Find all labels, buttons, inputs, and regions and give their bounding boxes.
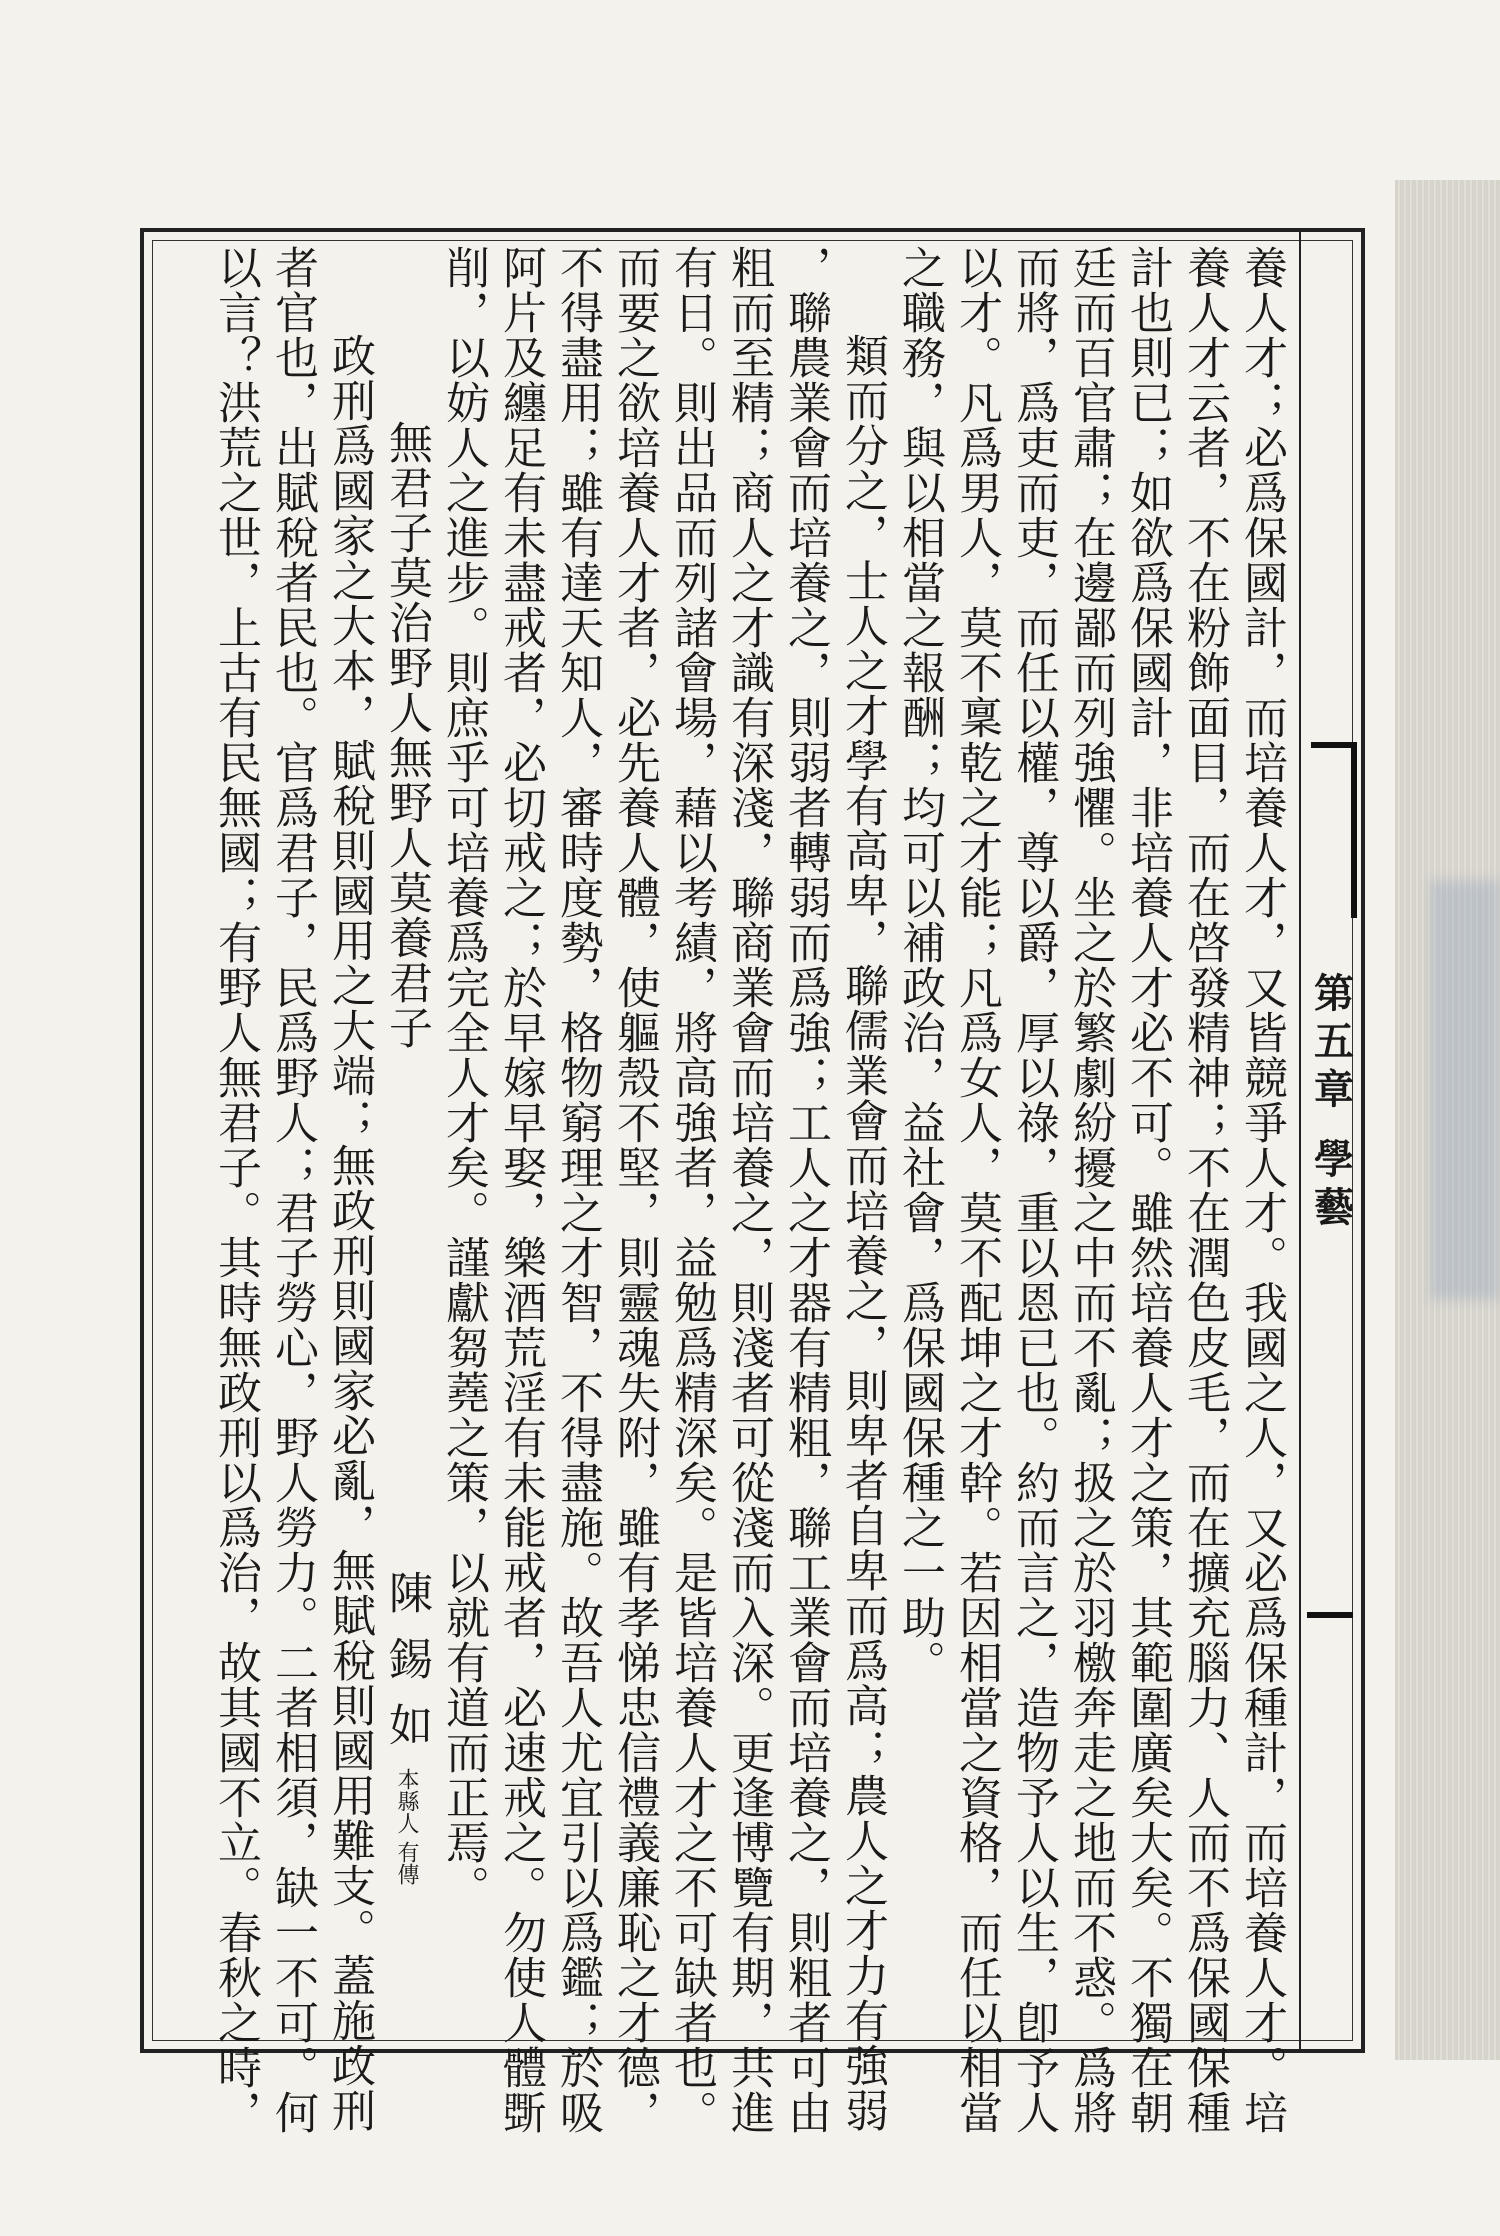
text-column: 廷而百官肅；在邊鄙而列強懼。坐之於繁劇紛擾之中而不亂；扱之於羽檄奔走之地而不惑。爲將	[1065, 245, 1116, 2135]
text-column-paragraph-start: 類而分之，士人之才學有高卑，聯儒業會而培養之，則卑者自卑而爲高；農人之才力有強弱	[837, 333, 888, 2133]
author-name: 陳錫如	[381, 1570, 432, 1768]
chapter-number: 第五章	[1307, 972, 1355, 1116]
text-body	[160, 245, 1290, 2135]
text-column: 不得盡用；雖有達天知人，審時度勢，格物窮理之才智，不得盡施。故吾人尤宜引以爲鑑；於吸	[552, 245, 603, 2135]
text-column: ，聯農業會而培養之，則弱者轉弱而爲強；工人之才器有精粗，聯工業會而培養之，則粗者可由	[780, 245, 831, 2135]
text-column: 阿片及纏足有未盡戒者，必切戒之；於早嫁早娶，樂酒荒淫有未能戒者，必速戒之。勿使人體斲	[495, 245, 546, 2135]
text-column: 削，以妨人之進步。則庶乎可培養爲完全人才矣。謹獻芻蕘之策，以就有道而正焉。	[438, 245, 489, 1910]
text-column: 而要之欲培養人才者，必先養人體，使軀殼不堅，則靈魂失附，雖有孝悌忠信禮義廉恥之才德，	[609, 245, 660, 2135]
section-name: 學藝	[1307, 1137, 1355, 1234]
header-fishtail-mark	[1311, 742, 1357, 918]
text-column: 以言？洪荒之世，上古有民無國；有野人無君子。其時無政刑以爲治，故其國不立。春秋之時，	[210, 245, 261, 2135]
text-column: 計也則已；如欲爲保國計，非培養人才必不可。雖然培養人才之策，其範圍廣矣大矣。不獨在朝	[1122, 245, 1173, 2135]
author-note-line1: 本縣人	[394, 1768, 419, 1834]
author-note	[393, 1768, 419, 1885]
running-header	[1299, 232, 1361, 2049]
author-note-line2: 有傳	[394, 1841, 419, 1885]
text-column: 有日。則出品而列諸會場，藉以考績，將高強者，益勉爲精深矣。是皆培養人才之不可缺者也。	[666, 245, 717, 2135]
essay-title-column	[378, 245, 435, 2035]
essay-title: 無君子莫治野人無野人莫養君子	[381, 420, 432, 1050]
text-column: 養人才云者，不在粉飾面目，而在啓發精神；不在潤色皮毛，而在擴充腦力、人而不爲保國保種	[1179, 245, 1230, 2135]
text-column: 而將，爲吏而吏，而任以權，尊以爵，厚以祿，重以恩已也。約而言之，造物予人以生，卽予人	[1008, 245, 1059, 2135]
header-bar	[1307, 1612, 1353, 1618]
text-column: 以才。凡爲男人，莫不稟乾之才能；凡爲女人，莫不配坤之才幹。若因相當之資格，而任以相當	[951, 245, 1002, 2135]
chapter-title	[1303, 972, 1360, 1234]
text-column: 粗而至精；商人之才識有深淺，聯商業會而培養之，則淺者可從淺而入深。更逢博覽有期，共進	[723, 245, 774, 2135]
text-column-paragraph-start: 政刑爲國家之大本，賦稅則國用之大端；無政刑則國家必亂，無賦稅則國用難支。蓋施政刑	[324, 333, 375, 2133]
text-column: 之職務，與以相當之報酬；均可以補政治，益社會，爲保國保種之一助。	[894, 245, 945, 1685]
text-column: 養人才；必爲保國計，而培養人才，又皆競爭人才。我國之人，又必爲保種計，而培養人才。培	[1236, 245, 1287, 2135]
library-stamp	[1430, 880, 1500, 1300]
text-column: 者官也，出賦稅者民也。官爲君子，民爲野人；君子勞心，野人勞力。二者相須，缺一不可。何	[267, 245, 318, 2135]
